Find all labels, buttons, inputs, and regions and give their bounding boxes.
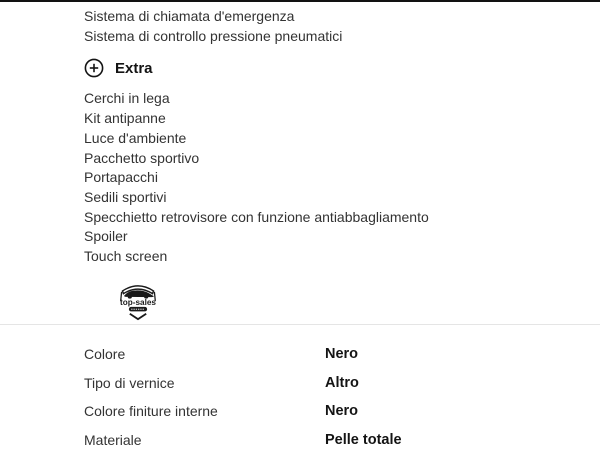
spec-label: Materiale xyxy=(84,431,142,448)
feature-item: Luce d'ambiente xyxy=(84,129,187,146)
feature-item: Touch screen xyxy=(84,248,168,265)
feature-item: Spoiler xyxy=(84,228,128,245)
detail-row xyxy=(84,340,560,369)
feature-item: Cerchi in lega xyxy=(84,90,170,107)
equipment-list-extra xyxy=(84,89,600,266)
spec-value: Nero xyxy=(325,403,359,420)
feature-item: Sedili sportivi xyxy=(84,188,167,205)
detail-row xyxy=(84,426,560,450)
extra-section-header[interactable] xyxy=(84,56,600,80)
top-edge-bar xyxy=(0,0,600,2)
feature-item: Pacchetto sportivo xyxy=(84,149,200,166)
detail-row xyxy=(84,397,560,426)
spec-value: Nero xyxy=(325,346,359,363)
dealer-logo-top-sales xyxy=(116,280,160,321)
feature-item: Specchietto retrovisore con funzione antiabbagliamento xyxy=(84,208,429,225)
spec-value: Pelle totale xyxy=(325,431,402,448)
spec-label: Colore xyxy=(84,346,126,363)
spec-label: Colore finiture interne xyxy=(84,403,218,420)
feature-item: Sistema di controllo pressione pneumatici xyxy=(84,27,343,44)
feature-item: Sistema di chiamata d'emergenza xyxy=(84,8,295,24)
detail-row xyxy=(84,368,560,397)
equipment-list-top xyxy=(84,7,600,46)
spec-value: Altro xyxy=(325,374,359,391)
spec-label: Tipo di vernice xyxy=(84,374,175,391)
svg-text:top-sales: top-sales xyxy=(120,297,156,307)
feature-item: Kit antipanne xyxy=(84,110,166,127)
feature-item: Portapacchi xyxy=(84,169,158,186)
color-details-section xyxy=(0,325,600,450)
plus-circle-icon xyxy=(84,58,104,78)
equipment-section xyxy=(0,7,600,321)
extra-section-title: Extra xyxy=(115,59,153,77)
